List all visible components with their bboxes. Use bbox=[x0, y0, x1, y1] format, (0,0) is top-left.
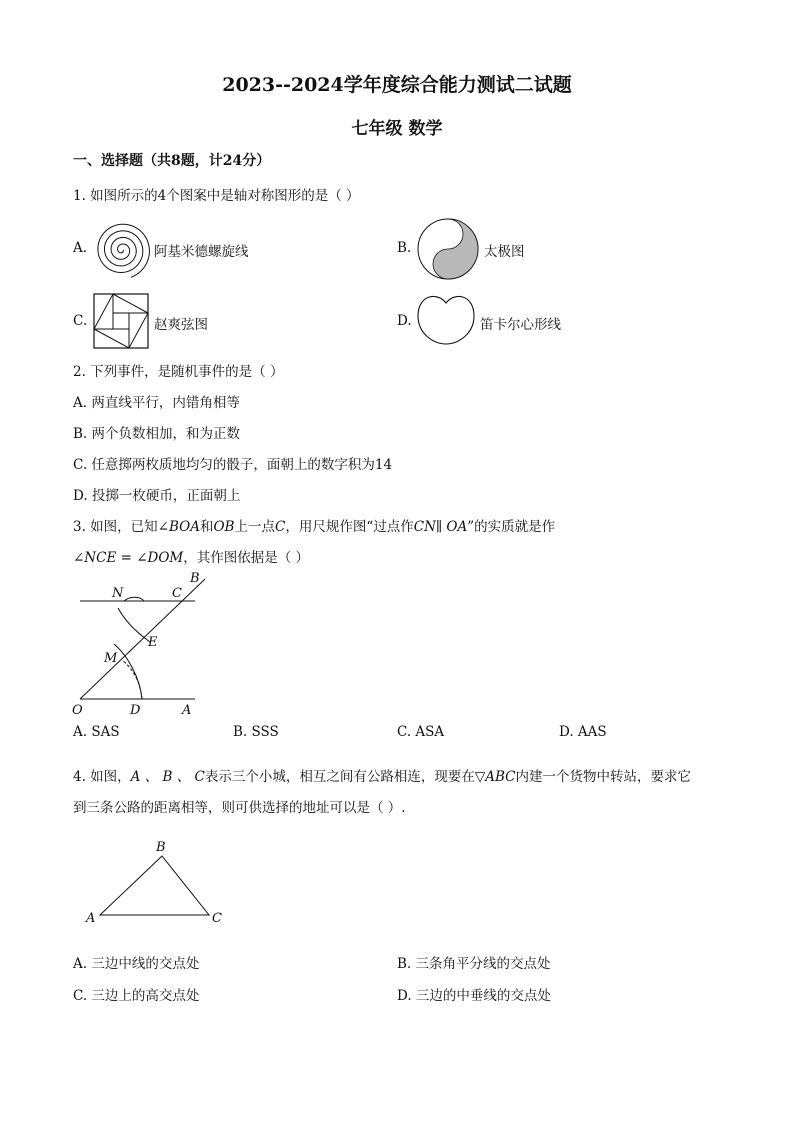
q3-label-c: C bbox=[172, 586, 182, 601]
q1-option-c-key: C. bbox=[73, 313, 88, 329]
q4-stem bbox=[73, 765, 691, 785]
q3-option-d: D. AAS bbox=[559, 724, 607, 740]
q2-option-b: B. 两个负数相加，和为正数 bbox=[73, 426, 241, 442]
cardioid-icon bbox=[416, 294, 476, 346]
q1-option-a-key: A. bbox=[73, 240, 88, 256]
q3-figure bbox=[70, 568, 210, 718]
section-heading: 一、选择题（共8题，计24分） bbox=[73, 153, 271, 169]
q3-stem-mid3: ，用尺规作图“过点作 bbox=[285, 519, 414, 535]
zhaoshuang-icon bbox=[93, 293, 149, 349]
q3-label-m: M bbox=[104, 651, 118, 666]
q3-stem-mid2: 上一点 bbox=[234, 519, 275, 535]
q3-option-b: B. SSS bbox=[233, 724, 279, 740]
q3-stem-line2 bbox=[73, 546, 309, 566]
q1-option-d-caption: 笛卡尔心形线 bbox=[480, 317, 561, 333]
q4-stem-mid: 表示三个小城，相互之间有公路相连，现要在 bbox=[204, 769, 475, 785]
q3-option-a: A. SAS bbox=[73, 724, 120, 740]
q2-option-c: C. 任意掷两枚质地均匀的骰子，面朝上的数字积为14 bbox=[73, 457, 393, 473]
q3-angle-boa: ∠BOA bbox=[157, 519, 200, 535]
q3-label-n: N bbox=[112, 586, 124, 601]
taiji-icon bbox=[416, 217, 480, 281]
q3-cn-oa: CN∥ OA bbox=[413, 519, 468, 535]
q2-stem: 2. 下列事件，是随机事件的是（ ） bbox=[73, 364, 284, 380]
q4-option-a: A. 三边中线的交点处 bbox=[73, 956, 200, 972]
q1-option-c-caption: 赵爽弦图 bbox=[154, 317, 208, 333]
page-subtitle: 七年级 数学 bbox=[351, 119, 443, 139]
q3-stem-mid1: 和 bbox=[199, 519, 214, 535]
q4-label-c: C bbox=[212, 911, 222, 926]
q3-stem bbox=[73, 515, 555, 535]
q1-option-b-caption: 太极图 bbox=[484, 244, 525, 260]
q1-option-d-key: D. bbox=[397, 313, 412, 329]
q4-label-a: A bbox=[86, 911, 96, 926]
q4-figure bbox=[82, 836, 232, 928]
q3-label-b: B bbox=[190, 571, 200, 586]
q4-triangle: ▽ABC bbox=[474, 769, 516, 785]
q3-label-e: E bbox=[148, 635, 158, 650]
q3-point-c: C bbox=[274, 519, 286, 535]
q1-stem: 1. 如图所示的4个图案中是轴对称图形的是（ ） bbox=[73, 188, 360, 204]
q3-stem-pre: 3. 如图，已知 bbox=[73, 519, 158, 535]
q3-line2-text: ，其作图依据是（ ） bbox=[183, 550, 310, 566]
q4-option-b: B. 三条角平分线的交点处 bbox=[397, 956, 551, 972]
page-title: 2023--2024学年度综合能力测试二试题 bbox=[222, 74, 572, 96]
q3-option-c: C. ASA bbox=[397, 724, 445, 740]
q3-label-d: D bbox=[130, 703, 141, 718]
q2-option-a: A. 两直线平行，内错角相等 bbox=[73, 395, 240, 411]
q1-option-a-caption: 阿基米德螺旋线 bbox=[154, 244, 249, 260]
q4-stem-post: 内建一个货物中转站，要求它 bbox=[515, 769, 691, 785]
q4-option-c: C. 三边上的高交点处 bbox=[73, 988, 200, 1004]
q4-label-b: B bbox=[156, 840, 166, 855]
q3-label-o: O bbox=[72, 703, 83, 718]
q4-stem-pre: 4. 如图， bbox=[73, 769, 131, 785]
q4-points: A 、 B 、 C bbox=[130, 769, 205, 785]
spiral-icon bbox=[92, 220, 152, 280]
q3-stem-post: ”的实质就是作 bbox=[467, 519, 556, 535]
q3-label-a: A bbox=[182, 703, 192, 718]
q3-ob: OB bbox=[213, 519, 235, 535]
q4-stem-line2: 到三条公路的距离相等，则可供选择的地址可以是（ ）. bbox=[73, 800, 406, 816]
q3-angle-equation: ∠NCE = ∠DOM bbox=[73, 550, 184, 566]
q1-option-b-key: B. bbox=[397, 240, 412, 256]
q2-option-d: D. 投掷一枚硬币，正面朝上 bbox=[73, 488, 241, 504]
q4-option-d: D. 三边的中垂线的交点处 bbox=[397, 988, 551, 1004]
